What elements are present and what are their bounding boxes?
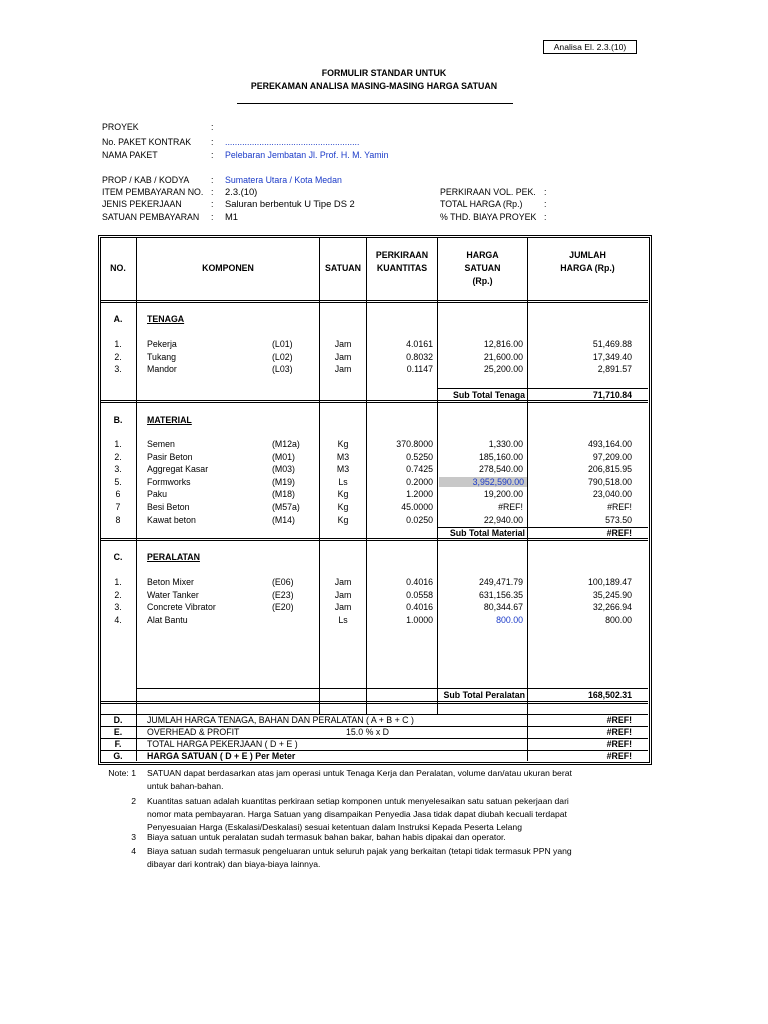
info-label: SATUAN PEMBAYARAN bbox=[102, 212, 200, 222]
row-qty: 0.0558 bbox=[406, 589, 433, 600]
subtotal-label: Sub Total Peralatan bbox=[443, 690, 525, 700]
info-value: Sumatera Utara / Kota Medan bbox=[225, 175, 342, 185]
row-qty: 370.8000 bbox=[396, 439, 433, 449]
info-colon: : bbox=[211, 199, 214, 209]
title-underline bbox=[237, 103, 513, 104]
row-no: 7 bbox=[115, 502, 121, 512]
col-header-komponen: KOMPONEN bbox=[202, 263, 254, 273]
row-qty: 0.0250 bbox=[406, 514, 433, 525]
row-code: (M19) bbox=[272, 476, 295, 487]
row-price: #REF! bbox=[498, 502, 523, 512]
row-total: 573.50 bbox=[605, 514, 632, 525]
info-label: PROYEK bbox=[102, 122, 139, 132]
row-rule bbox=[137, 688, 648, 689]
section-rule bbox=[100, 540, 648, 541]
subtotal-label: Sub Total Tenaga bbox=[452, 390, 525, 400]
row-qty: 0.4016 bbox=[406, 577, 433, 587]
form-title: FORMULIR STANDAR UNTUK bbox=[321, 68, 447, 78]
info-label: % THD. BIAYA PROYEK bbox=[440, 212, 537, 222]
row-price: 25,200.00 bbox=[483, 364, 523, 375]
row-total: 2,891.57 bbox=[597, 364, 632, 375]
section-rule bbox=[100, 701, 648, 702]
row-total: 790,518.00 bbox=[587, 476, 632, 487]
row-unit: Jam bbox=[334, 351, 352, 362]
note-number: Note: 1 bbox=[108, 768, 136, 778]
row-unit: Ls bbox=[338, 614, 348, 625]
row-name: Mandor bbox=[147, 364, 177, 375]
col-divider bbox=[437, 237, 438, 714]
header-rule bbox=[100, 300, 648, 301]
row-code: (M57a) bbox=[272, 502, 300, 512]
row-qty: 1.0000 bbox=[406, 614, 433, 625]
row-code: (E06) bbox=[272, 577, 294, 587]
form-subtitle: PEREKAMAN ANALISA MASING-MASING HARGA SATUAN bbox=[250, 81, 498, 91]
row-qty: 4.0161 bbox=[406, 339, 433, 349]
row-name: Pekerja bbox=[147, 339, 177, 349]
row-no: 5. bbox=[114, 476, 122, 487]
row-price: 278,540.00 bbox=[478, 464, 523, 475]
summary-letter: G. bbox=[113, 751, 123, 761]
row-no: 3. bbox=[114, 364, 122, 375]
section-rule bbox=[100, 402, 648, 403]
header-rule bbox=[100, 302, 648, 303]
summary-label: OVERHEAD & PROFIT bbox=[147, 727, 240, 737]
summary-mid: 15.0 % x D bbox=[346, 727, 390, 737]
summary-value: #REF! bbox=[606, 727, 632, 737]
summary-letter: F. bbox=[114, 739, 122, 749]
section-title: TENAGA bbox=[147, 314, 185, 324]
row-code: (M14) bbox=[272, 514, 295, 525]
info-colon: : bbox=[211, 212, 214, 222]
info-value: 2.3.(10) bbox=[225, 186, 258, 197]
summary-label: TOTAL HARGA PEKERJAAN ( D + E ) bbox=[147, 739, 298, 749]
row-price: 21,600.00 bbox=[483, 351, 523, 362]
info-label: PROP / KAB / KODYA bbox=[102, 175, 190, 185]
row-rule bbox=[437, 388, 648, 389]
row-unit: Jam bbox=[334, 602, 352, 613]
row-price: 19,200.00 bbox=[483, 489, 523, 500]
row-unit: M3 bbox=[336, 451, 350, 462]
row-name: Paku bbox=[147, 489, 168, 500]
summary-label: JUMLAH HARGA TENAGA, BAHAN DAN PERALATAN ( A + B + C ) bbox=[147, 715, 414, 725]
row-unit: Ls bbox=[338, 476, 348, 487]
row-price: 631,156.35 bbox=[478, 589, 523, 600]
row-name: Beton Mixer bbox=[147, 577, 194, 587]
row-qty: 0.8032 bbox=[406, 351, 433, 362]
row-total: 51,469.88 bbox=[592, 339, 632, 349]
summary-label: HARGA SATUAN ( D + E ) Per Meter bbox=[147, 751, 296, 761]
row-name: Besi Beton bbox=[147, 502, 190, 512]
info-colon: : bbox=[544, 187, 547, 197]
row-code: (L03) bbox=[272, 364, 293, 375]
section-title: MATERIAL bbox=[147, 415, 192, 425]
row-qty: 45.0000 bbox=[401, 502, 433, 512]
row-code: (M18) bbox=[272, 489, 295, 500]
row-no: 8 bbox=[115, 514, 121, 525]
row-name: Kawat beton bbox=[147, 514, 196, 525]
row-name: Semen bbox=[147, 439, 175, 449]
row-price: 22,940.00 bbox=[483, 514, 523, 525]
row-unit: Kg bbox=[337, 489, 349, 500]
row-no: 3. bbox=[114, 464, 122, 475]
summary-letter: E. bbox=[113, 727, 123, 737]
row-code: (L01) bbox=[272, 339, 293, 349]
row-no: 2. bbox=[114, 351, 122, 362]
note-text: SATUAN dapat berdasarkan atas jam operasi untuk Tenaga Kerja dan Peralatan, volume dan/atau ukuran berat untuk bahan-bahan. bbox=[147, 768, 572, 791]
subtotal-value: 168,502.31 bbox=[587, 690, 632, 700]
row-name: Aggregat Kasar bbox=[147, 464, 209, 475]
info-label: No. PAKET KONTRAK bbox=[102, 137, 192, 147]
row-unit: Kg bbox=[337, 502, 349, 512]
row-no: 1. bbox=[114, 439, 122, 449]
row-total: 35,245.90 bbox=[592, 589, 632, 600]
row-unit: Jam bbox=[334, 339, 352, 349]
row-name: Pasir Beton bbox=[147, 451, 193, 462]
section-letter: B. bbox=[113, 415, 123, 425]
row-total: 800.00 bbox=[605, 614, 632, 625]
col-header-satuan: SATUAN bbox=[325, 263, 361, 273]
row-no: 3. bbox=[114, 602, 122, 613]
row-no: 4. bbox=[114, 614, 122, 625]
row-no: 2. bbox=[114, 451, 122, 462]
info-label: TOTAL HARGA (Rp.) bbox=[440, 199, 523, 209]
row-unit: Kg bbox=[337, 439, 349, 449]
row-name: Tukang bbox=[147, 351, 177, 362]
row-code: (M01) bbox=[272, 451, 295, 462]
row-price: 1,330.00 bbox=[488, 439, 523, 449]
row-total: 23,040.00 bbox=[592, 489, 632, 500]
summary-value: #REF! bbox=[606, 739, 632, 749]
row-code: (E20) bbox=[272, 602, 294, 613]
info-colon: : bbox=[211, 187, 214, 197]
info-colon: : bbox=[211, 150, 214, 160]
section-letter: A. bbox=[113, 314, 123, 324]
subtotal-label: Sub Total Material bbox=[449, 528, 525, 538]
summary-letter: D. bbox=[113, 715, 123, 725]
info-label: JENIS PEKERJAAN bbox=[102, 199, 182, 209]
info-value: Pelebaran Jembatan Jl. Prof. H. M. Yamin bbox=[225, 150, 389, 160]
info-colon: : bbox=[211, 122, 214, 132]
section-title: PERALATAN bbox=[147, 552, 200, 562]
row-total: 32,266.94 bbox=[592, 602, 632, 613]
col-divider bbox=[366, 237, 367, 714]
row-price: 249,471.79 bbox=[478, 577, 523, 587]
row-total: 97,209.00 bbox=[592, 451, 632, 462]
row-name: Concrete Vibrator bbox=[147, 602, 216, 613]
row-name: Alat Bantu bbox=[147, 614, 188, 625]
note-number: 4 bbox=[131, 846, 136, 856]
info-value: M1 bbox=[225, 211, 239, 222]
row-qty: 0.5250 bbox=[406, 451, 433, 462]
row-unit: Kg bbox=[337, 514, 349, 525]
row-qty: 0.4016 bbox=[406, 602, 433, 613]
row-price: 800.00 bbox=[496, 614, 523, 625]
section-rule bbox=[100, 400, 648, 401]
col-divider bbox=[136, 237, 137, 714]
note-text: Kuantitas satuan adalah kuantitas perkiraan setiap komponen untuk menyelesaikan satu satuan pekerjaan dari nomor mata pembayaran. Harga Satuan yang disampaikan Penyedia Jasa tidak dapat diubah kecuali terdapat Penyesuaian Harga (Eskalasi/Deskalasi) sesuai ketentuan dalam Instruksi Kepada Peserta Lelang bbox=[147, 796, 569, 832]
note-number: 2 bbox=[131, 796, 136, 806]
row-no: 6 bbox=[115, 489, 121, 500]
note-text: Biaya satuan untuk peralatan sudah termasuk bahan bakar, bahan habis dipakai dan operator. bbox=[147, 832, 506, 842]
row-qty: 0.2000 bbox=[406, 476, 433, 487]
info-label: PERKIRAAN VOL. PEK. bbox=[440, 187, 536, 197]
col-header-kuantitas: PERKIRAAN KUANTITAS bbox=[375, 250, 429, 273]
row-no: 2. bbox=[114, 589, 122, 600]
row-name: Water Tanker bbox=[147, 589, 199, 600]
subtotal-value: #REF! bbox=[606, 528, 632, 538]
analysis-code-box: Analisa El. 2.3.(10) bbox=[543, 40, 637, 54]
summary-value: #REF! bbox=[606, 715, 632, 725]
info-colon: : bbox=[544, 199, 547, 209]
row-total: 17,349.40 bbox=[592, 351, 632, 362]
row-no: 1. bbox=[114, 577, 122, 587]
col-header-no: NO. bbox=[110, 263, 126, 273]
info-value: ....................................................... bbox=[225, 137, 360, 147]
row-code: (L02) bbox=[272, 351, 293, 362]
info-colon: : bbox=[211, 175, 214, 185]
info-label: NAMA PAKET bbox=[102, 150, 158, 160]
note-text: Biaya satuan sudah termasuk pengeluaran untuk seluruh pajak yang berkaitan (tetapi tidak termasuk PPN yang dibayar dari kontrak) dan biaya-biaya lainnya. bbox=[147, 846, 572, 869]
row-qty: 1.2000 bbox=[406, 489, 433, 500]
row-price: 3,952,590.00 bbox=[439, 477, 527, 487]
col-header-jumlah: JUMLAH HARGA (Rp.) bbox=[560, 250, 615, 273]
row-qty: 0.1147 bbox=[406, 364, 433, 375]
section-rule bbox=[100, 703, 648, 704]
row-unit: Jam bbox=[334, 577, 352, 587]
note-number: 3 bbox=[131, 832, 136, 842]
summary-value: #REF! bbox=[606, 751, 632, 761]
row-no: 1. bbox=[114, 339, 122, 349]
info-value: Saluran berbentuk U Tipe DS 2 bbox=[225, 198, 355, 209]
section-letter: C. bbox=[113, 552, 123, 562]
row-code: (M03) bbox=[272, 464, 295, 475]
row-total: 206,815.95 bbox=[587, 464, 632, 475]
row-unit: Jam bbox=[334, 364, 352, 375]
row-unit: Jam bbox=[334, 589, 352, 600]
col-header-harga: HARGA SATUAN (Rp.) bbox=[464, 250, 501, 286]
row-qty: 0.7425 bbox=[406, 464, 433, 475]
info-colon: : bbox=[211, 137, 214, 147]
row-price: 80,344.67 bbox=[483, 602, 523, 613]
row-unit: M3 bbox=[336, 464, 350, 475]
row-price: 12,816.00 bbox=[483, 339, 523, 349]
row-name: Formworks bbox=[147, 476, 191, 487]
row-total: #REF! bbox=[607, 502, 632, 512]
row-total: 100,189.47 bbox=[587, 577, 632, 587]
row-price: 185,160.00 bbox=[478, 451, 523, 462]
info-label: ITEM PEMBAYARAN NO. bbox=[102, 187, 204, 197]
row-code: (E23) bbox=[272, 589, 294, 600]
section-rule bbox=[100, 538, 648, 539]
row-code: (M12a) bbox=[272, 439, 300, 449]
col-divider bbox=[319, 237, 320, 318]
info-colon: : bbox=[544, 212, 547, 222]
subtotal-value: 71,710.84 bbox=[592, 390, 632, 400]
row-total: 493,164.00 bbox=[587, 439, 632, 449]
